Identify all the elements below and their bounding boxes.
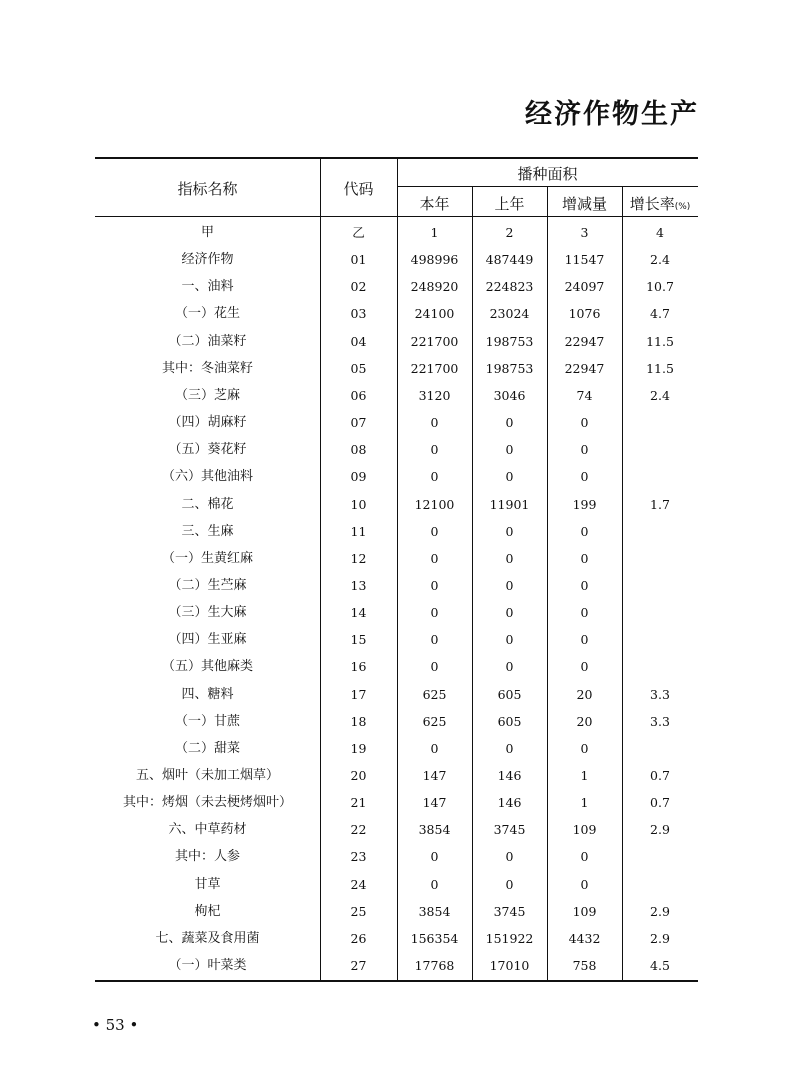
last-year-value: 0 — [505, 415, 514, 431]
code: 22 — [350, 822, 367, 838]
last-year-value: 146 — [497, 768, 522, 783]
indicator-name: （六）其他油料 — [161, 469, 253, 485]
last-year-value: 198753 — [485, 333, 534, 349]
table-row — [95, 626, 698, 653]
growth-value — [622, 599, 698, 626]
indicator-name: （三）芝麻 — [174, 387, 240, 403]
table-row — [95, 355, 698, 382]
code: 19 — [350, 740, 367, 756]
indicator-name: 枸杞 — [194, 903, 221, 919]
growth-value: 2.9 — [650, 930, 670, 946]
code: 25 — [350, 903, 367, 919]
change-value: 20 — [576, 686, 593, 702]
table-row — [95, 219, 698, 246]
last-year-value: 0 — [505, 442, 514, 458]
change-value: 0 — [580, 605, 589, 621]
code: 18 — [350, 713, 367, 729]
last-year-value: 198753 — [485, 360, 534, 376]
this-year-value: 0 — [430, 740, 439, 756]
table-row — [95, 762, 698, 789]
indicator-name: （五）葵花籽 — [168, 442, 247, 458]
indicator-name: 四、糖料 — [181, 686, 234, 702]
code: 07 — [350, 415, 367, 431]
last-year-value: 2 — [505, 225, 514, 240]
indicator-name: 一、油料 — [181, 279, 234, 295]
indicator-name: （三）生大麻 — [168, 605, 247, 621]
change-value: 0 — [580, 442, 589, 458]
last-year-value: 0 — [505, 523, 514, 539]
header-group: 播种面积 — [517, 165, 578, 183]
growth-value — [622, 409, 698, 436]
growth-value: 2.9 — [650, 903, 670, 919]
this-year-value: 221700 — [410, 360, 459, 376]
code: 17 — [350, 686, 367, 702]
code: 12 — [350, 550, 367, 566]
table-row — [95, 952, 698, 979]
last-year-value: 0 — [505, 577, 514, 593]
this-year-value: 625 — [422, 713, 447, 729]
last-year-value: 3745 — [493, 822, 526, 838]
table-row — [95, 300, 698, 327]
last-year-value: 151922 — [485, 930, 534, 946]
code: 26 — [350, 930, 367, 946]
code: 02 — [350, 279, 367, 295]
table-row — [95, 273, 698, 300]
change-value: 22947 — [564, 360, 605, 376]
table-row — [95, 789, 698, 816]
this-year-value: 24100 — [414, 306, 455, 322]
growth-value: 2.4 — [650, 387, 670, 403]
change-value: 199 — [572, 496, 597, 512]
indicator-name: 三、生麻 — [181, 523, 234, 539]
indicator-name: （五）其他麻类 — [161, 659, 253, 675]
growth-value: 4.7 — [650, 306, 670, 322]
growth-value — [622, 626, 698, 653]
last-year-value: 605 — [497, 713, 522, 729]
last-year-value: 3046 — [493, 387, 526, 403]
growth-value — [622, 871, 698, 898]
header-code: 代码 — [343, 180, 374, 198]
this-year-value: 147 — [422, 768, 447, 783]
this-year-value: 3854 — [418, 822, 451, 838]
last-year-value: 0 — [505, 876, 514, 892]
code: 16 — [350, 659, 367, 675]
growth-value: 4.5 — [650, 958, 670, 974]
code: 08 — [350, 442, 367, 458]
this-year-value: 3854 — [418, 903, 451, 919]
indicator-name: 甘草 — [194, 876, 221, 892]
page-title: 经济作物生产 — [525, 99, 699, 130]
growth-value: 11.5 — [646, 360, 674, 376]
change-value: 1 — [580, 768, 589, 783]
code: 乙 — [352, 225, 365, 240]
code: 23 — [350, 849, 367, 865]
indicator-name: 其中：冬油菜籽 — [161, 360, 253, 376]
table-row — [95, 382, 698, 409]
table-row — [95, 653, 698, 680]
this-year-value: 0 — [430, 849, 439, 865]
code: 13 — [350, 577, 367, 593]
indicator-name: （二）生苎麻 — [168, 577, 247, 593]
table-row — [95, 816, 698, 843]
table-row — [95, 246, 698, 273]
table-row — [95, 463, 698, 490]
change-value: 1 — [580, 795, 589, 811]
growth-value — [622, 843, 698, 870]
this-year-value: 12100 — [414, 496, 455, 512]
this-year-value: 498996 — [410, 252, 459, 268]
table-bottom-rule — [95, 980, 698, 982]
this-year-value: 147 — [422, 795, 447, 811]
change-value: 109 — [572, 822, 597, 838]
change-value: 0 — [580, 659, 589, 675]
header-last-year: 上年 — [494, 195, 525, 213]
table-row — [95, 409, 698, 436]
code: 01 — [350, 252, 367, 268]
table-row — [95, 328, 698, 355]
indicator-name: 其中：人参 — [174, 849, 240, 865]
change-value: 758 — [572, 958, 597, 974]
table-row — [95, 735, 698, 762]
change-value: 0 — [580, 632, 589, 648]
page-number: • 53 • — [92, 1016, 139, 1034]
change-value: 0 — [580, 740, 589, 756]
growth-value — [622, 518, 698, 545]
change-value: 24097 — [564, 279, 605, 295]
change-value: 0 — [580, 876, 589, 892]
change-value: 1076 — [568, 306, 601, 322]
this-year-value: 0 — [430, 605, 439, 621]
growth-value: 3.3 — [650, 713, 670, 729]
table-row — [95, 518, 698, 545]
this-year-value: 248920 — [410, 279, 459, 295]
indicator-name: （一）花生 — [174, 306, 240, 322]
growth-value: 11.5 — [646, 333, 674, 349]
table-row — [95, 545, 698, 572]
change-value: 3 — [580, 225, 589, 240]
last-year-value: 23024 — [489, 306, 530, 322]
table-row — [95, 491, 698, 518]
growth-value — [622, 463, 698, 490]
code: 10 — [350, 496, 367, 512]
last-year-value: 487449 — [485, 252, 534, 268]
change-value: 4432 — [568, 930, 601, 946]
code: 11 — [350, 523, 367, 539]
change-value: 11547 — [564, 252, 605, 268]
table-row — [95, 843, 698, 870]
growth-value — [622, 436, 698, 463]
indicator-name: （一）生黄红麻 — [161, 550, 253, 566]
indicator-name: （四）胡麻籽 — [168, 415, 247, 431]
table-row — [95, 871, 698, 898]
last-year-value: 0 — [505, 550, 514, 566]
indicator-name: （二）油菜籽 — [168, 333, 247, 349]
indicator-name: 六、中草药材 — [168, 822, 247, 838]
change-value: 74 — [576, 387, 593, 403]
change-value: 109 — [572, 903, 597, 919]
last-year-value: 11901 — [489, 496, 530, 512]
last-year-value: 224823 — [485, 279, 534, 295]
indicator-name: 二、棉花 — [181, 496, 234, 512]
last-year-value: 146 — [497, 795, 522, 811]
code: 24 — [350, 876, 367, 892]
this-year-value: 0 — [430, 523, 439, 539]
indicator-name: 五、烟叶（未加工烟草） — [135, 768, 279, 783]
code: 03 — [350, 306, 367, 322]
growth-value: 2.4 — [650, 252, 670, 268]
this-year-value: 0 — [430, 442, 439, 458]
code: 05 — [350, 360, 367, 376]
code: 06 — [350, 387, 367, 403]
growth-value: 0.7 — [650, 768, 670, 783]
this-year-value: 3120 — [418, 387, 451, 403]
this-year-value: 0 — [430, 632, 439, 648]
code: 27 — [350, 958, 367, 974]
growth-value — [622, 545, 698, 572]
header-change: 增减量 — [561, 195, 607, 213]
indicator-name: （一）叶菜类 — [168, 958, 247, 974]
this-year-value: 0 — [430, 577, 439, 593]
indicator-name: 其中：烤烟（未去梗烤烟叶） — [122, 795, 292, 811]
table-row — [95, 572, 698, 599]
growth-value: 3.3 — [650, 686, 670, 702]
this-year-value: 0 — [430, 659, 439, 675]
header-growth-unit: (%) — [674, 202, 691, 212]
growth-value: 1.7 — [650, 496, 670, 512]
growth-value: 10.7 — [646, 279, 674, 295]
table-row — [95, 708, 698, 735]
code: 15 — [350, 632, 367, 648]
change-value: 0 — [580, 550, 589, 566]
this-year-value: 17768 — [414, 958, 455, 974]
growth-value: 2.9 — [650, 822, 670, 838]
change-value: 20 — [576, 713, 593, 729]
this-year-value: 0 — [430, 469, 439, 485]
table-row — [95, 436, 698, 463]
last-year-value: 17010 — [489, 958, 530, 974]
last-year-value: 0 — [505, 632, 514, 648]
table-row — [95, 681, 698, 708]
last-year-value: 3745 — [493, 903, 526, 919]
code: 21 — [350, 795, 367, 811]
last-year-value: 605 — [497, 686, 522, 702]
code: 04 — [350, 333, 367, 349]
this-year-value: 0 — [430, 876, 439, 892]
growth-value — [622, 653, 698, 680]
code: 20 — [350, 768, 367, 783]
table-row — [95, 898, 698, 925]
last-year-value: 0 — [505, 740, 514, 756]
this-year-value: 221700 — [410, 333, 459, 349]
header-growth — [622, 193, 698, 214]
this-year-value: 625 — [422, 686, 447, 702]
change-value: 0 — [580, 415, 589, 431]
change-value: 22947 — [564, 333, 605, 349]
code: 14 — [350, 605, 367, 621]
indicator-name: （四）生亚麻 — [168, 632, 247, 648]
growth-value — [622, 735, 698, 762]
last-year-value: 0 — [505, 659, 514, 675]
this-year-value: 0 — [430, 550, 439, 566]
table-row — [95, 599, 698, 626]
change-value: 0 — [580, 469, 589, 485]
indicator-name: （一）甘蔗 — [174, 713, 240, 729]
indicator-name: 甲 — [200, 225, 214, 240]
change-value: 0 — [580, 849, 589, 865]
growth-value — [622, 572, 698, 599]
this-year-value: 0 — [430, 415, 439, 431]
growth-value: 4 — [656, 225, 664, 240]
change-value: 0 — [580, 523, 589, 539]
last-year-value: 0 — [505, 849, 514, 865]
last-year-value: 0 — [505, 469, 514, 485]
growth-value: 0.7 — [650, 795, 670, 811]
indicator-name: 经济作物 — [181, 252, 234, 268]
table-row — [95, 925, 698, 952]
header-this-year: 本年 — [419, 195, 450, 213]
header-indicator: 指标名称 — [177, 180, 238, 198]
header-growth-label: 增长率 — [629, 195, 675, 213]
this-year-value: 156354 — [410, 930, 459, 946]
last-year-value: 0 — [505, 605, 514, 621]
indicator-name: 七、蔬菜及食用菌 — [155, 930, 260, 946]
indicator-name: （二）甜菜 — [174, 740, 240, 756]
change-value: 0 — [580, 577, 589, 593]
this-year-value: 1 — [430, 225, 439, 240]
code: 09 — [350, 469, 367, 485]
